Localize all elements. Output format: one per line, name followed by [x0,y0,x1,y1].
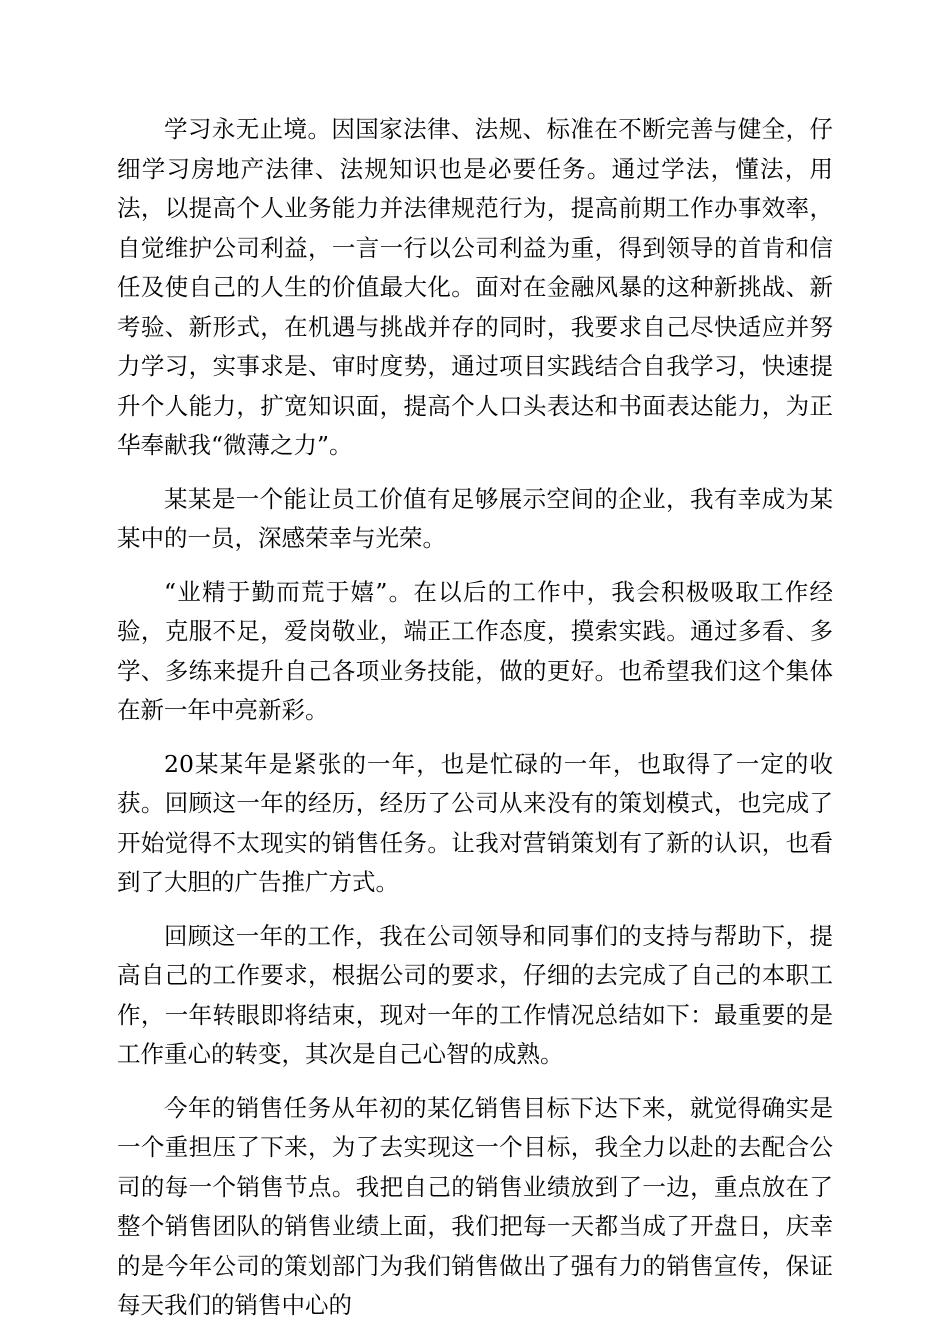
paragraph-sales-target: 今年的销售任务从年初的某亿销售目标下达下来，就觉得确实是一个重担压了下来，为了去实现这一个目标，我全力以赴的去配合公司的每一个销售节点。我把自己的销售业绩放到了一边，重点放在了整个销售团队的销售业绩上面，我们把每一天都当成了开盘日，庆幸的是今年公司的策划部门为我们销售做出了强有力的销售宣传，保证每天我们的销售中心的 [117,1093,833,1319]
paragraph-company-pride: 某某是一个能让员工价值有足够展示空间的企业，我有幸成为某某中的一员，深感荣幸与光荣。 [117,484,833,552]
paragraph-study: 学习永无止境。因国家法律、法规、标准在不断完善与健全，仔细学习房地产法律、法规知识也是必要任务。通过学法，懂法，用法，以提高个人业务能力并法律规范行为，提高前期工作办事效率，自觉维护公司利益，一言一行以公司利益为重，得到领导的首肯和信任及使自己的人生的价值最大化。面对在金融风暴的这种新挑战、新考验、新形式，在机遇与挑战并存的同时，我要求自己尽快适应并努力学习，实事求是、审时度势，通过项目实践结合自我学习，快速提升个人能力，扩宽知识面，提高个人口头表达和书面表达能力，为正华奉献我“微薄之力”。 [117,115,833,459]
paragraph-work-summary: 回顾这一年的工作，我在公司领导和同事们的支持与帮助下，提高自己的工作要求，根据公司的要求，仔细的去完成了自己的本职工作，一年转眼即将结束，现对一年的工作情况总结如下：最重要的是工作重心的转变，其次是自己心智的成熟。 [117,921,833,1068]
paragraph-year-review: 20某某年是紧张的一年，也是忙碌的一年，也取得了一定的收获。回顾这一年的经历，经历了公司从来没有的策划模式，也完成了开始觉得不太现实的销售任务。让我对营销策划有了新的认识，也看到了大胆的广告推广方式。 [117,749,833,896]
paragraph-diligence: “业精于勤而荒于嬉”。在以后的工作中，我会积极吸取工作经验，克服不足，爱岗敬业，端正工作态度，摸索实践。通过多看、多学、多练来提升自己各项业务技能，做的更好。也希望我们这个集体在新一年中亮新彩。 [117,577,833,724]
document-body [117,110,833,1340]
